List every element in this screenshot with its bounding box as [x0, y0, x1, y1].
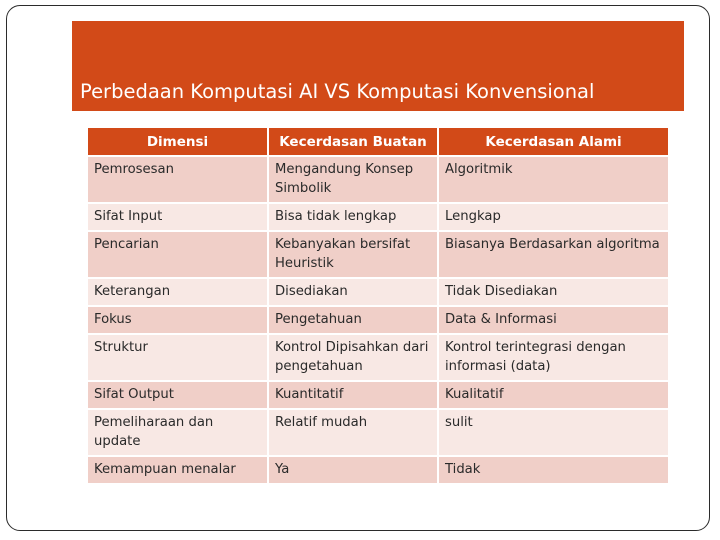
table-row	[88, 409, 668, 456]
table-row	[88, 278, 668, 306]
comparison-table	[88, 128, 668, 483]
table-cell: Sifat Input	[88, 203, 268, 231]
table-cell: Tidak Disediakan	[438, 278, 668, 306]
table-row	[88, 156, 668, 203]
table-cell: Kemampuan menalar	[88, 456, 268, 483]
header-kecerdasan-buatan: Kecerdasan Buatan	[268, 128, 438, 156]
table-cell: Fokus	[88, 306, 268, 334]
table-row	[88, 203, 668, 231]
table-cell: Pencarian	[88, 231, 268, 278]
table-cell: Biasanya Berdasarkan algoritma	[438, 231, 668, 278]
slide-title: Perbedaan Komputasi AI VS Komputasi Konvensional	[80, 80, 595, 103]
table-cell: Kualitatif	[438, 381, 668, 409]
table-cell: Pengetahuan	[268, 306, 438, 334]
table-cell: sulit	[438, 409, 668, 456]
header-dimensi: Dimensi	[88, 128, 268, 156]
table-row	[88, 231, 668, 278]
table-cell: Bisa tidak lengkap	[268, 203, 438, 231]
table-cell: Tidak	[438, 456, 668, 483]
title-banner	[72, 21, 684, 111]
table-cell: Pemeliharaan dan update	[88, 409, 268, 456]
table-cell: Sifat Output	[88, 381, 268, 409]
table-cell: Kebanyakan bersifat Heuristik	[268, 231, 438, 278]
table-cell: Mengandung Konsep Simbolik	[268, 156, 438, 203]
comparison-table-container	[88, 128, 668, 483]
table-cell: Kuantitatif	[268, 381, 438, 409]
table-cell: Pemrosesan	[88, 156, 268, 203]
table-cell: Ya	[268, 456, 438, 483]
table-row	[88, 456, 668, 483]
table-row	[88, 306, 668, 334]
table-header-row	[88, 128, 668, 156]
table-cell: Data & Informasi	[438, 306, 668, 334]
header-kecerdasan-alami: Kecerdasan Alami	[438, 128, 668, 156]
table-row	[88, 334, 668, 381]
table-cell: Struktur	[88, 334, 268, 381]
table-cell: Algoritmik	[438, 156, 668, 203]
table-cell: Kontrol Dipisahkan dari pengetahuan	[268, 334, 438, 381]
table-cell: Lengkap	[438, 203, 668, 231]
table-cell: Keterangan	[88, 278, 268, 306]
table-cell: Relatif mudah	[268, 409, 438, 456]
table-cell: Disediakan	[268, 278, 438, 306]
table-cell: Kontrol terintegrasi dengan informasi (data)	[438, 334, 668, 381]
table-row	[88, 381, 668, 409]
